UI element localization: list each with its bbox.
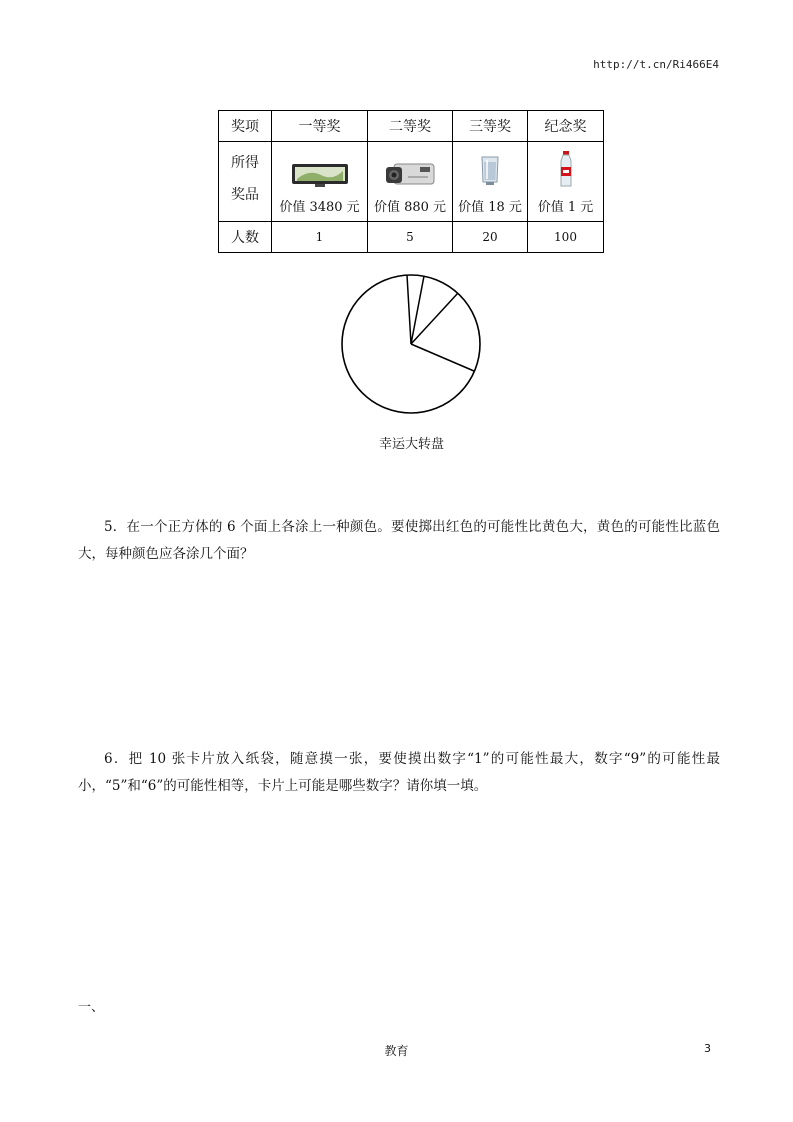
- prize-cell: [368, 142, 453, 222]
- section-marker: 一、: [78, 1000, 105, 1015]
- prize-cell: [528, 142, 604, 222]
- count-third: 20: [453, 222, 528, 253]
- col-souvenir-prize: 纪念奖: [528, 111, 604, 142]
- table-row: [219, 142, 604, 222]
- table-row: [219, 111, 604, 142]
- row-label-items: 奖项: [219, 111, 272, 142]
- prize-price: 价值 3480 元: [279, 200, 360, 215]
- count-second: 5: [368, 222, 453, 253]
- wheel-divider: [411, 344, 474, 371]
- row-label-prizes: [219, 142, 272, 222]
- wheel-divider: [411, 276, 424, 344]
- wheel-divider: [411, 293, 458, 344]
- row-label-count: 人数: [219, 222, 272, 253]
- count-first: 1: [272, 222, 368, 253]
- col-first-prize: 一等奖: [272, 111, 368, 142]
- cup-icon: [478, 154, 502, 188]
- prize-table: [218, 110, 604, 253]
- footer-label: 教育: [384, 1044, 409, 1058]
- table-row: [219, 222, 604, 253]
- prize-cell: [453, 142, 528, 222]
- col-second-prize: 二等奖: [368, 111, 453, 142]
- tv-icon: [291, 162, 349, 188]
- prize-cell: [272, 142, 368, 222]
- count-souvenir: 100: [528, 222, 604, 253]
- row-label-prizes-line2: 奖品: [231, 186, 259, 203]
- row-label-prizes-line1: 所得: [231, 154, 259, 171]
- camera-icon: [384, 160, 436, 188]
- col-third-prize: 三等奖: [453, 111, 528, 142]
- question-6: 6．把 10 张卡片放入纸袋，随意摸一张，要使摸出数字“1”的可能性最大，数字“9”的可能性最小，“5”和“6”的可能性相等，卡片上可能是哪些数字？请你填一填。: [78, 751, 720, 794]
- wheel-caption: 幸运大转盘: [378, 437, 444, 452]
- question-5: 5．在一个正方体的 6 个面上各涂上一种颜色。要使掷出红色的可能性比黄色大，黄色的可能性比蓝色大，每种颜色应各涂几个面？: [78, 519, 720, 562]
- prize-price: 价值 880 元: [373, 200, 447, 215]
- page-number: 3: [704, 1042, 711, 1055]
- lucky-wheel: [340, 272, 486, 418]
- prize-price: 价值 18 元: [458, 200, 522, 215]
- bottle-icon: [557, 150, 575, 188]
- prize-price: 价值 1 元: [537, 200, 594, 215]
- wheel-divider: [407, 275, 411, 344]
- header-url: http://t.cn/Ri466E4: [593, 58, 719, 71]
